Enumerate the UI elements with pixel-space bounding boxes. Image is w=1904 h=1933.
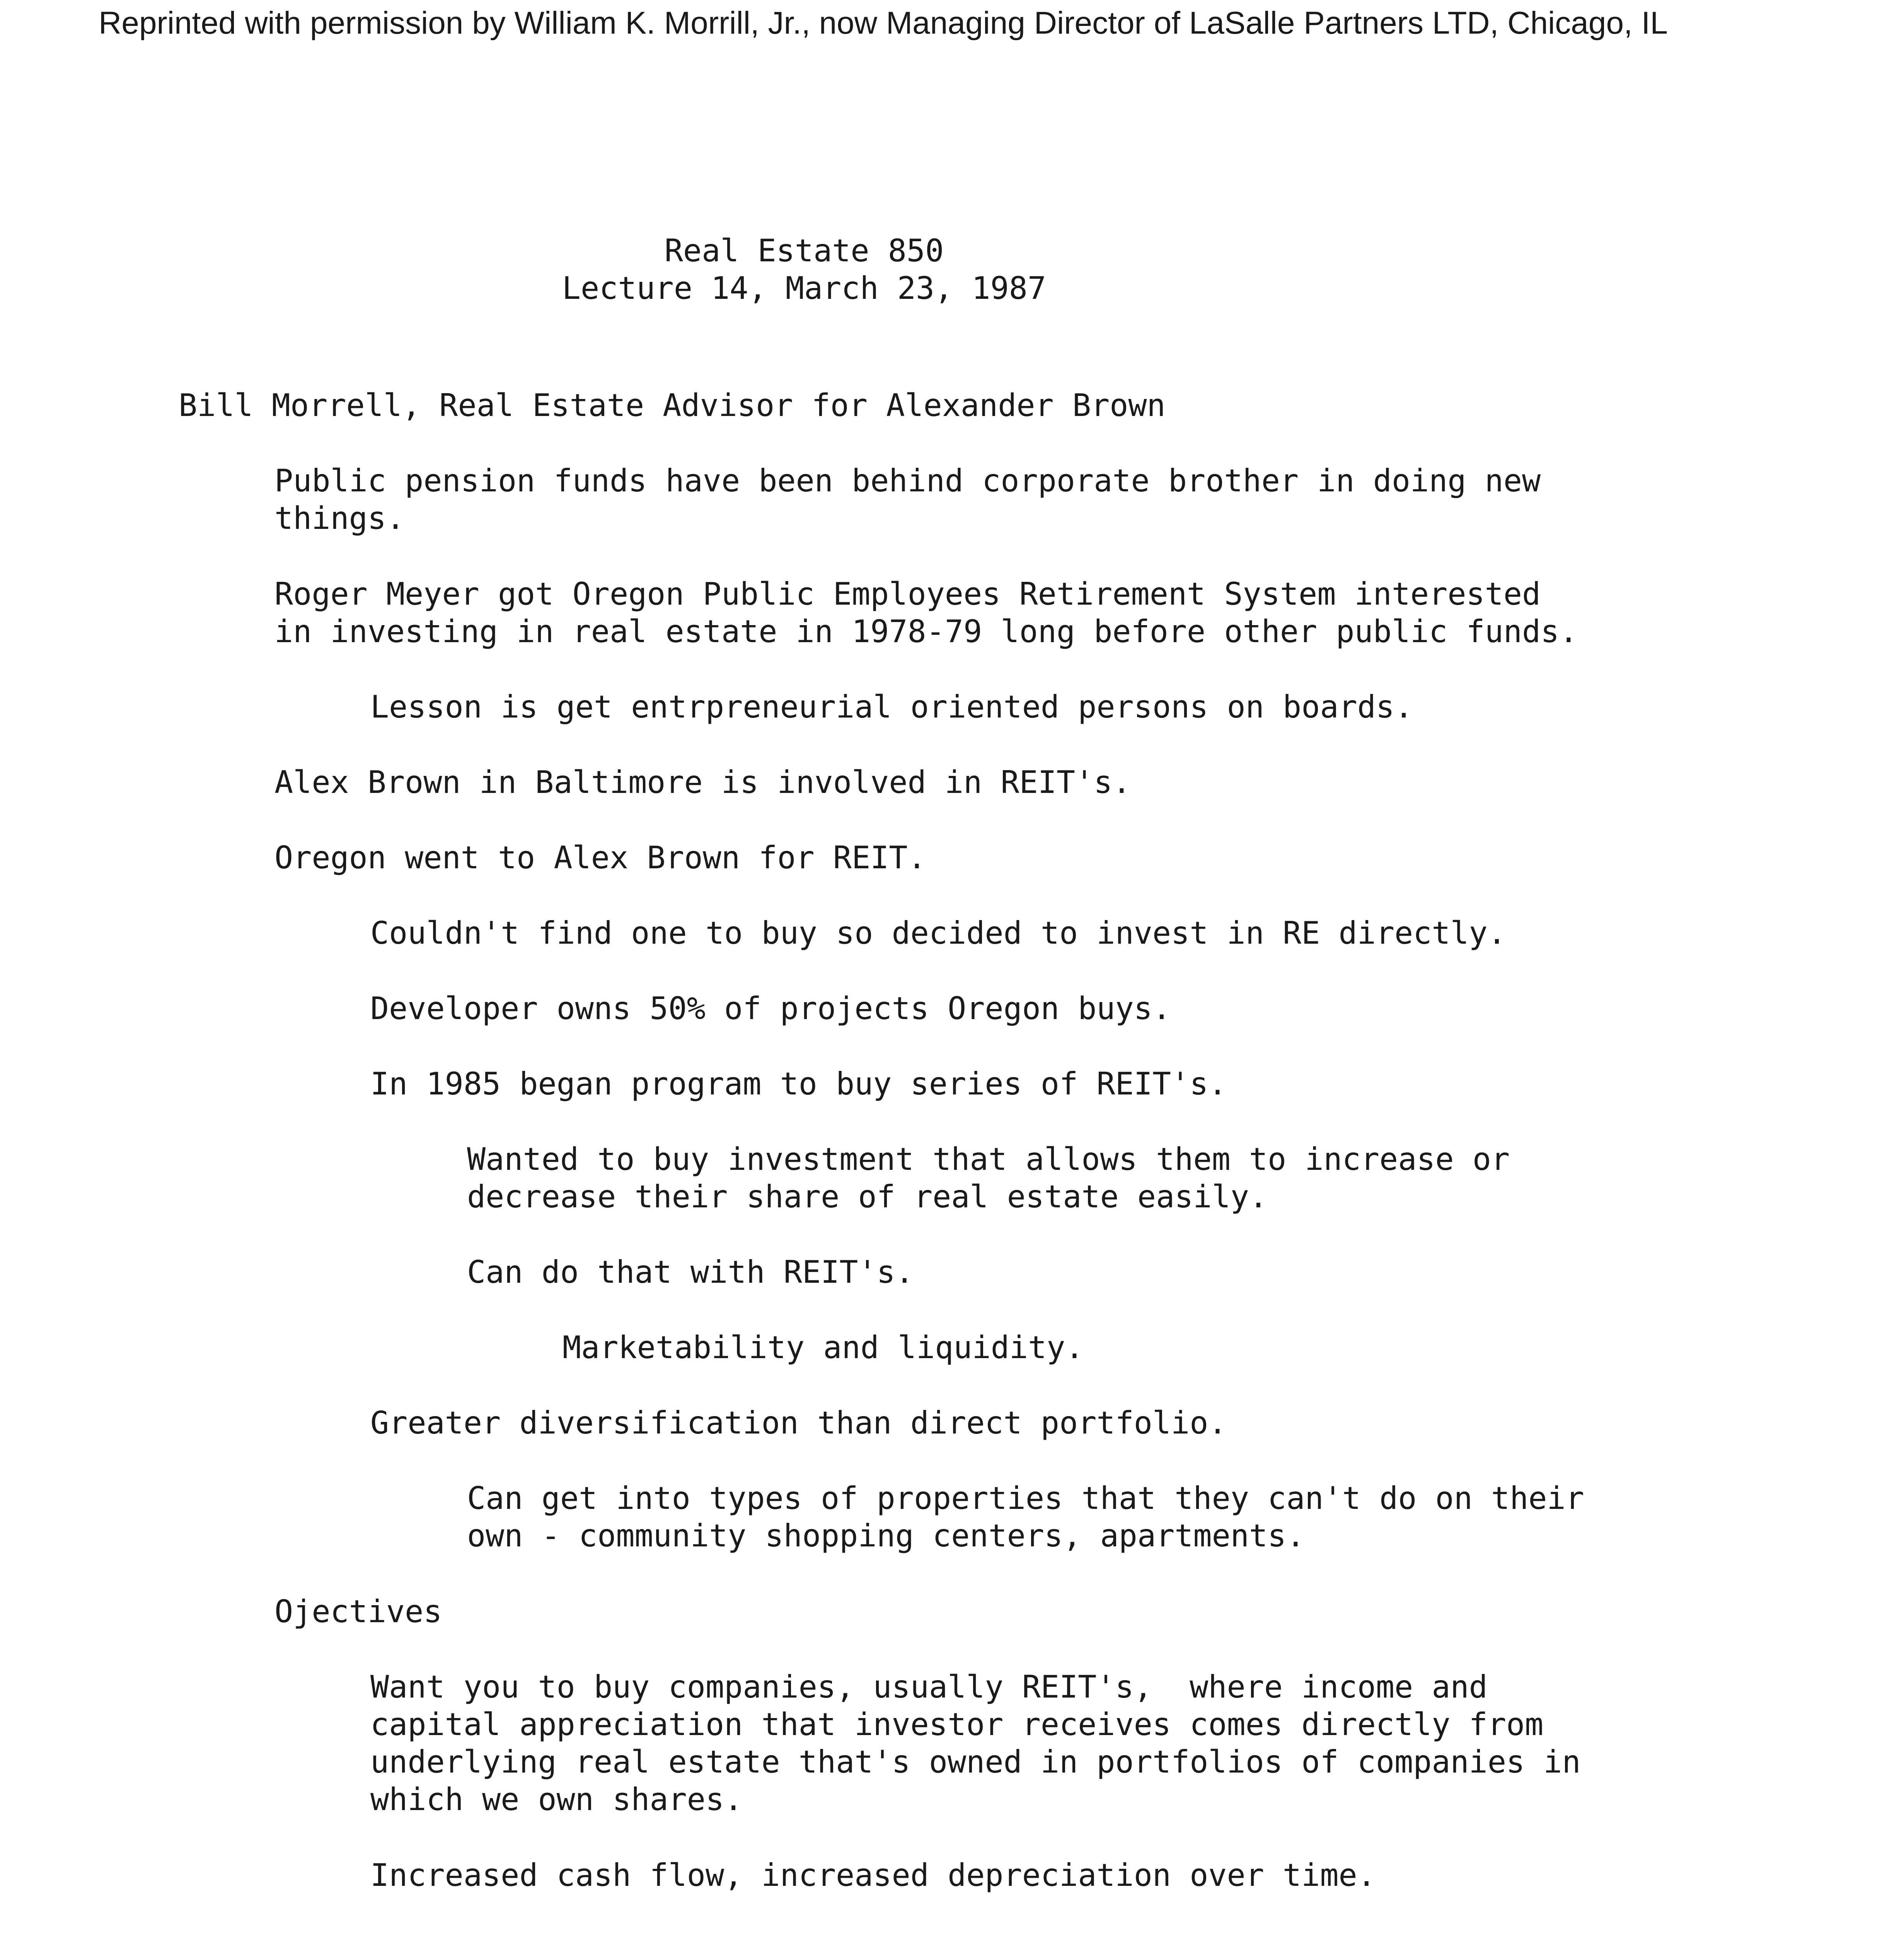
- paragraph: Roger Meyer got Oregon Public Employees Retirement System interested in investing in real estate in 1978-79 long before other public funds.: [274, 576, 1578, 649]
- paragraph: Can get into types of properties that they can't do on their own - community shopping centers, apartments.: [467, 1480, 1584, 1554]
- lecture-title: Lecture 14, March 23, 1987: [562, 270, 1047, 306]
- course-title: Real Estate 850: [664, 233, 944, 269]
- section-heading: Ojectives: [274, 1594, 442, 1630]
- reprint-notice: Reprinted with permission by William K. Morrill, Jr., now Managing Director of LaSalle Partners LTD, Chicago, IL: [99, 5, 1668, 41]
- paragraph: Oregon went to Alex Brown for REIT.: [274, 840, 926, 876]
- paragraph: Greater diversification than direct portfolio.: [370, 1405, 1227, 1441]
- paragraph: Wanted to buy investment that allows them to increase or decrease their share of real estate easily.: [467, 1141, 1510, 1215]
- paragraph: Lesson is get entrpreneurial oriented persons on boards.: [370, 689, 1413, 725]
- paragraph: Want you to buy companies, usually REIT's, where income and capital appreciation that investor receives comes directly from underlying real estate that's owned in portfolios of companies in which we own shares.: [370, 1669, 1581, 1817]
- paragraph: Increased cash flow, increased depreciation over time.: [370, 1857, 1376, 1893]
- paragraph: In 1985 began program to buy series of REIT's.: [370, 1066, 1227, 1102]
- paragraph: Developer owns 50% of projects Oregon buys.: [370, 990, 1171, 1026]
- speaker-line: Bill Morrell, Real Estate Advisor for Alexander Brown: [179, 387, 1166, 423]
- paragraph: Marketability and liquidity.: [563, 1330, 1084, 1365]
- paragraph: Public pension funds have been behind corporate brother in doing new things.: [274, 463, 1541, 536]
- paragraph: Can do that with REIT's.: [467, 1254, 914, 1290]
- paragraph: Alex Brown in Baltimore is involved in REIT's.: [274, 764, 1131, 800]
- paragraph: Couldn't find one to buy so decided to invest in RE directly.: [370, 915, 1507, 951]
